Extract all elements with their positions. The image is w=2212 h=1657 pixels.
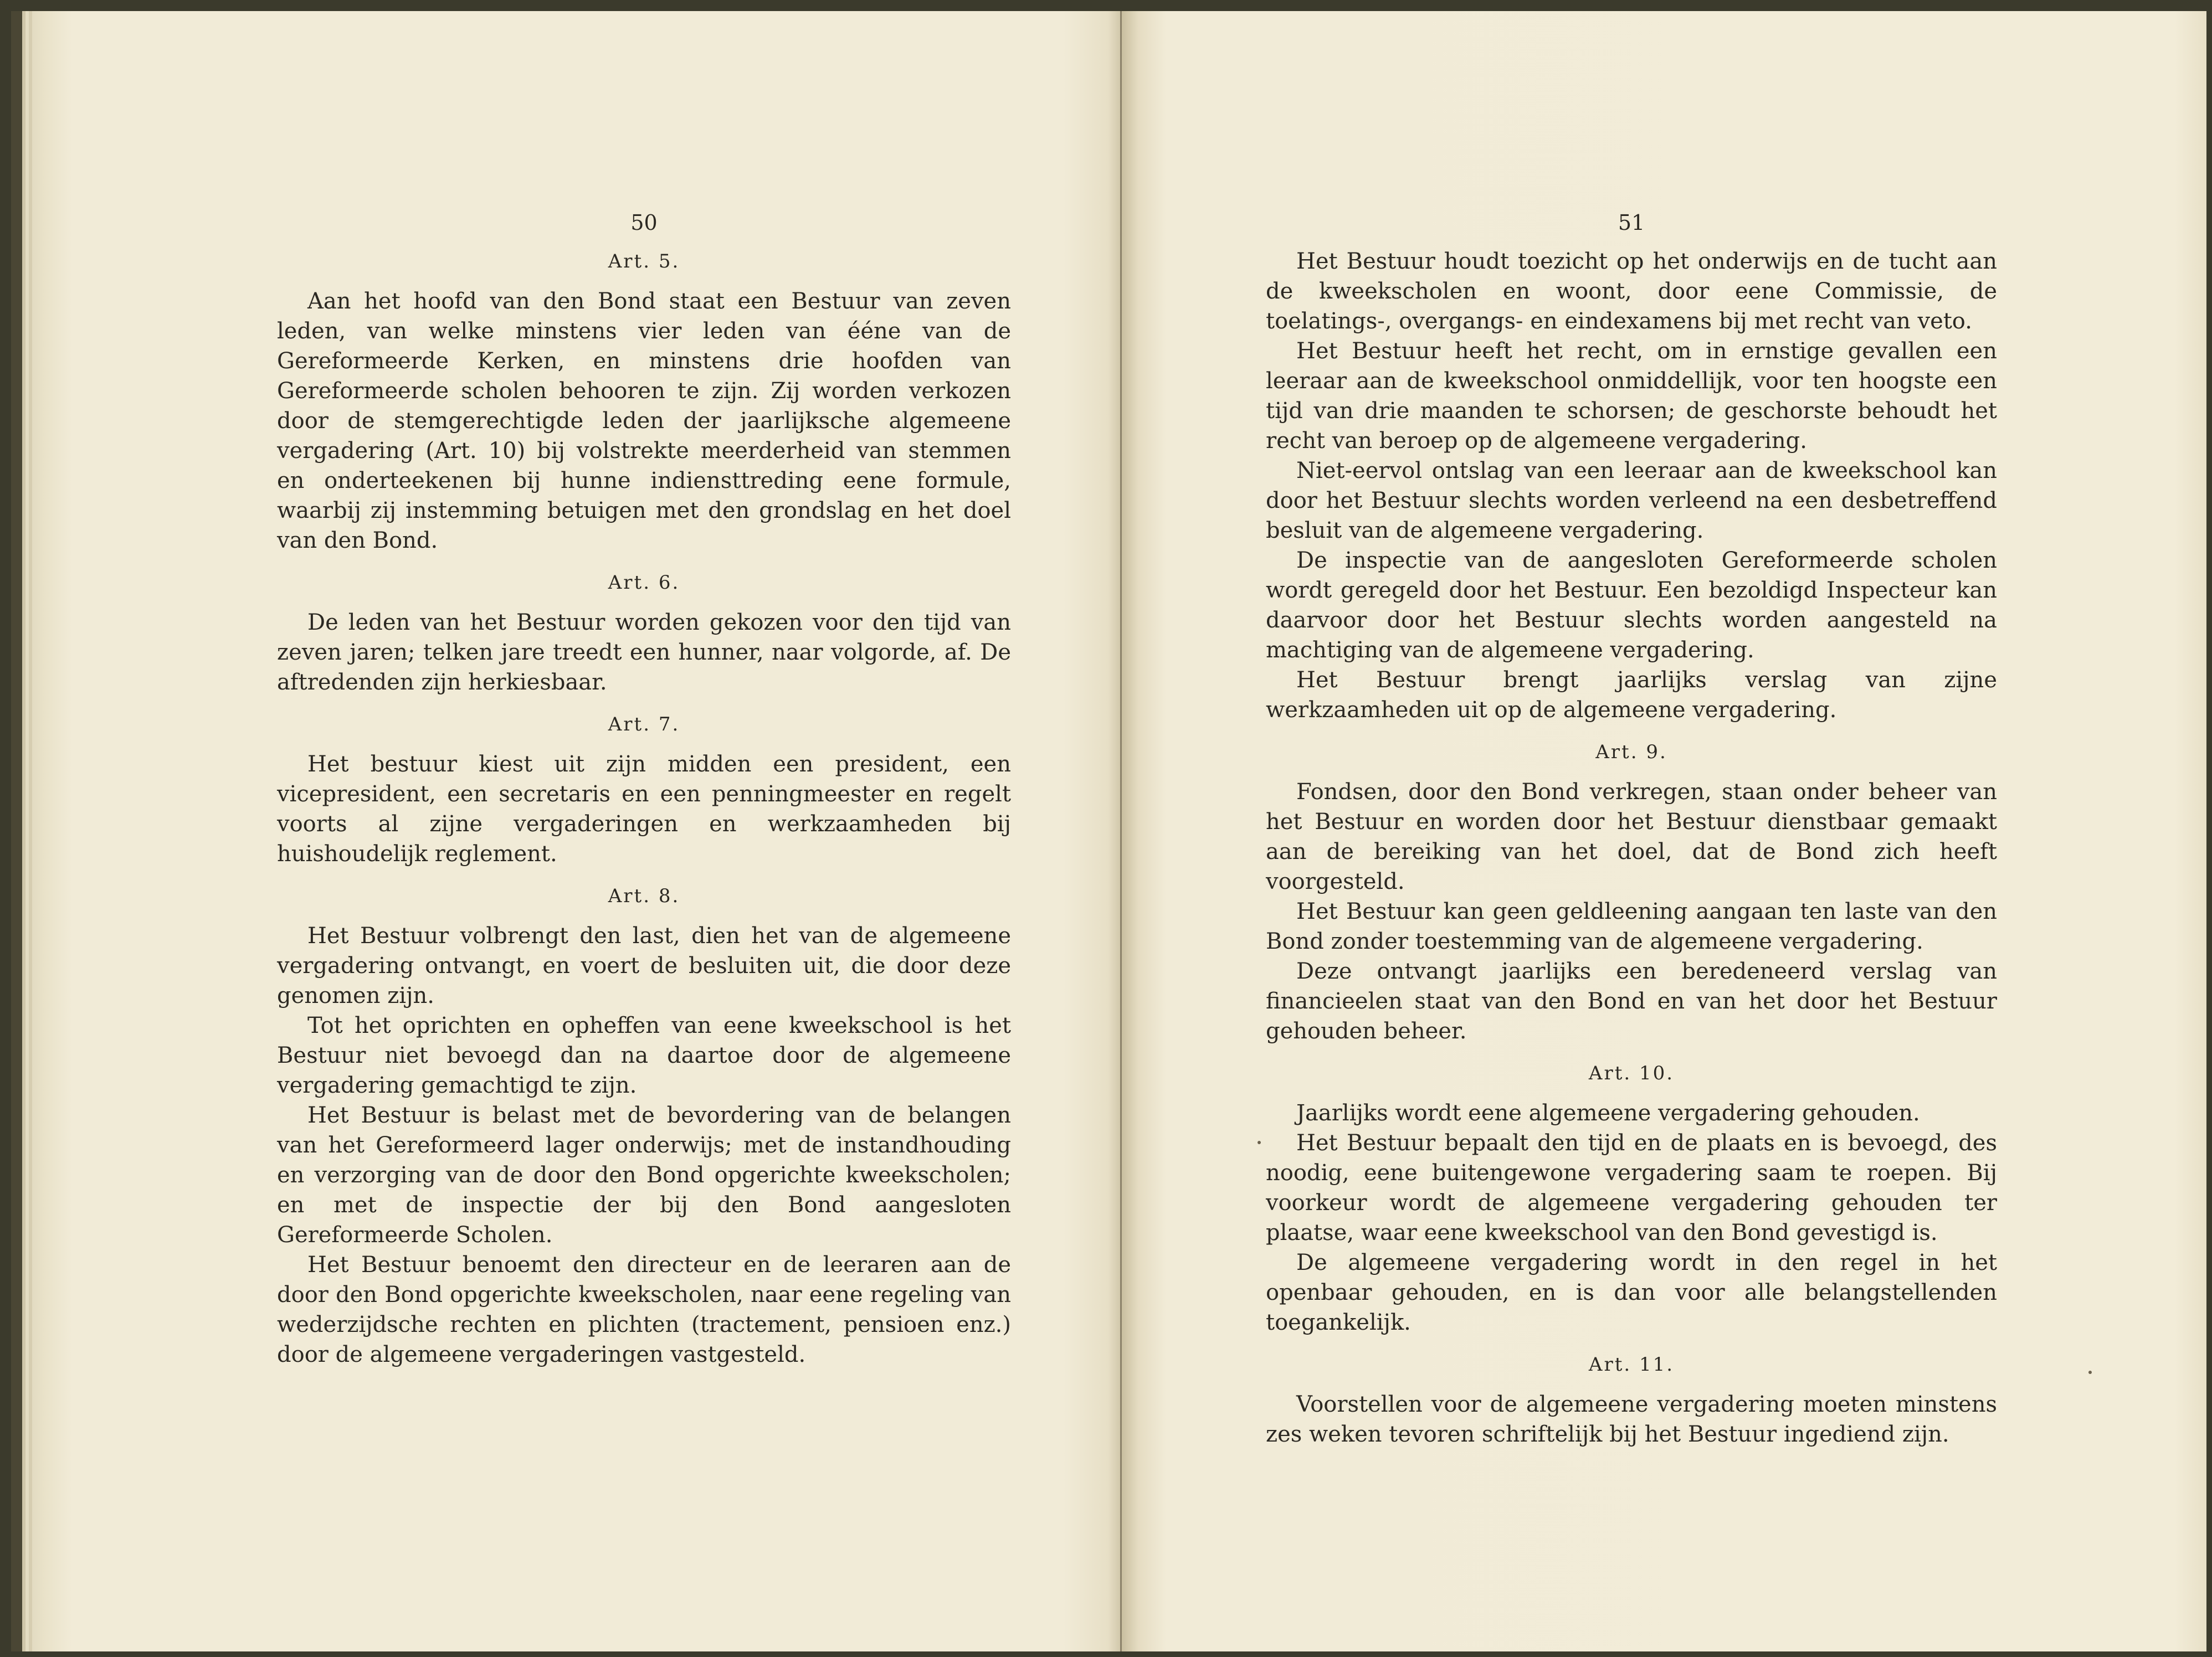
article-8-continued: [1266, 246, 1997, 725]
paragraph: Het Bestuur bepaalt den tijd en de plaats en is bevoegd, des noodig, eene buitengewone vergadering saam te roepen. Bij voorkeur wordt de algemeene vergadering gehouden ter plaatse, waar eene kweekschool van den Bond gevestigd is.: [1266, 1130, 1997, 1246]
article-11: [1266, 1350, 1997, 1449]
paragraph: Tot het oprichten en opheffen van eene kweekschool is het Bestuur niet bevoegd dan na daartoe door de algemeene vergadering gemachtigd te zijn.: [277, 1013, 1011, 1098]
article-9: [1266, 737, 1997, 1046]
paragraph: Deze ontvangt jaarlijks een beredeneerd verslag van financieelen staat van den Bond en van het door het Bestuur gehouden beheer.: [1266, 959, 1997, 1044]
left-page: [22, 11, 1122, 1651]
paper-speck: [2088, 1371, 2092, 1374]
paragraph: Voorstellen voor de algemeene vergadering moeten minstens zes weken tevoren schriftelijk bij het Bestuur ingediend zijn.: [1266, 1392, 1997, 1447]
paragraph: Het Bestuur benoemt den directeur en de leeraren aan de door den Bond opgerichte kweekscholen, naar eene regeling van wederzijdsche rechten en plichten (tractement, pensioen enz.) door de algemeene vergaderingen vastgesteld.: [277, 1252, 1011, 1367]
paragraph: Fondsen, door den Bond verkregen, staan onder beheer van het Bestuur en worden door het Bestuur dienstbaar gemaakt aan de bereiking van het doel, dat de Bond zich heeft voorgesteld.: [1266, 779, 1997, 894]
article-heading: Art. 5.: [608, 250, 680, 272]
article-heading: Art. 7.: [608, 713, 680, 735]
page-number-right: 51: [1618, 210, 1645, 235]
paragraph: Het Bestuur houdt toezicht op het onderwijs en de tucht aan de kweekscholen en woont, door eene Commissie, de toelatings-, overgangs- en eindexamens bij met recht van veto.: [1266, 249, 1997, 334]
paragraph: De leden van het Bestuur worden gekozen voor den tijd van zeven jaren; telken jare treedt een hunner, naar volgorde, af. De aftredenden zijn herkiesbaar.: [277, 610, 1011, 695]
page-number-left: 50: [630, 210, 658, 235]
paragraph: Het Bestuur brengt jaarlijks verslag van zijne werkzaamheden uit op de algemeene vergadering.: [1266, 667, 1997, 723]
paragraph: Niet-eervol ontslag van een leeraar aan de kweekschool kan door het Bestuur slechts worden verleend na een desbetreffend besluit van de algemeene vergadering.: [1266, 458, 1997, 543]
article-6: [277, 568, 1011, 697]
article-heading: Art. 6.: [608, 572, 680, 594]
paragraph: Het Bestuur is belast met de bevordering van de belangen van het Gereformeerd lager onderwijs; met de instandhouding en verzorging van de door den Bond opgerichte kweekscholen; en met de inspectie der bij den Bond aangesloten Gereformeerde Scholen.: [277, 1103, 1011, 1248]
article-5: [277, 246, 1011, 555]
right-page: [1122, 11, 2206, 1651]
article-10: [1266, 1058, 1997, 1337]
paragraph: De algemeene vergadering wordt in den regel in het openbaar gehouden, en is dan voor alle belangstellenden toegankelijk.: [1266, 1250, 1997, 1335]
paragraph: Jaarlijks wordt eene algemeene vergadering gehouden.: [1296, 1100, 1920, 1126]
right-text-column: [1266, 208, 1997, 1462]
paragraph: Het Bestuur volbrengt den last, dien het van de algemeene vergadering ontvangt, en voert de besluiten uit, die door deze genomen zijn.: [277, 923, 1011, 1008]
article-8: [277, 881, 1011, 1370]
article-7: [277, 709, 1011, 869]
article-heading: Art. 10.: [1588, 1062, 1675, 1084]
paragraph: De inspectie van de aangesloten Gereformeerde scholen wordt geregeld door het Bestuur. Een bezoldigd Inspecteur kan daarvoor door het Bestuur slechts worden aangesteld na machtiging van de algemeene vergadering.: [1266, 548, 1997, 663]
article-heading: Art. 8.: [608, 885, 680, 907]
paragraph: Het Bestuur heeft het recht, om in ernstige gevallen een leeraar aan de kweekschool onmiddellijk, voor ten hoogste een tijd van drie maanden te schorsen; de geschorste behoudt het recht van beroep op de algemeene vergadering.: [1266, 338, 1997, 454]
paragraph: Het bestuur kiest uit zijn midden een president, een vicepresident, een secretaris en een penningmeester en regelt voorts al zijne vergaderingen en werkzaamheden bij huishoudelijk reglement.: [277, 752, 1011, 867]
article-heading: Art. 9.: [1595, 741, 1667, 763]
open-book: [11, 11, 2206, 1651]
paper-speck: [1258, 1141, 1261, 1144]
paragraph: Het Bestuur kan geen geldleening aangaan ten laste van den Bond zonder toestemming van de algemeene vergadering.: [1266, 899, 1997, 954]
left-text-column: [277, 208, 1011, 1382]
article-heading: Art. 11.: [1588, 1354, 1675, 1376]
paragraph: Aan het hoofd van den Bond staat een Bestuur van zeven leden, van welke minstens vier leden van ééne van de Gereformeerde Kerken, en minstens drie hoofden van Gereformeerde scholen behooren te zijn. Zij worden verkozen door de stemgerechtigde leden der jaarlijksche algemeene vergadering (Art. 10) bij volstrekte meerderheid van stemmen en onderteekenen bij hunne indiensttreding eene formule, waarbij zij instemming betuigen met den grondslag en het doel van den Bond.: [277, 289, 1011, 553]
